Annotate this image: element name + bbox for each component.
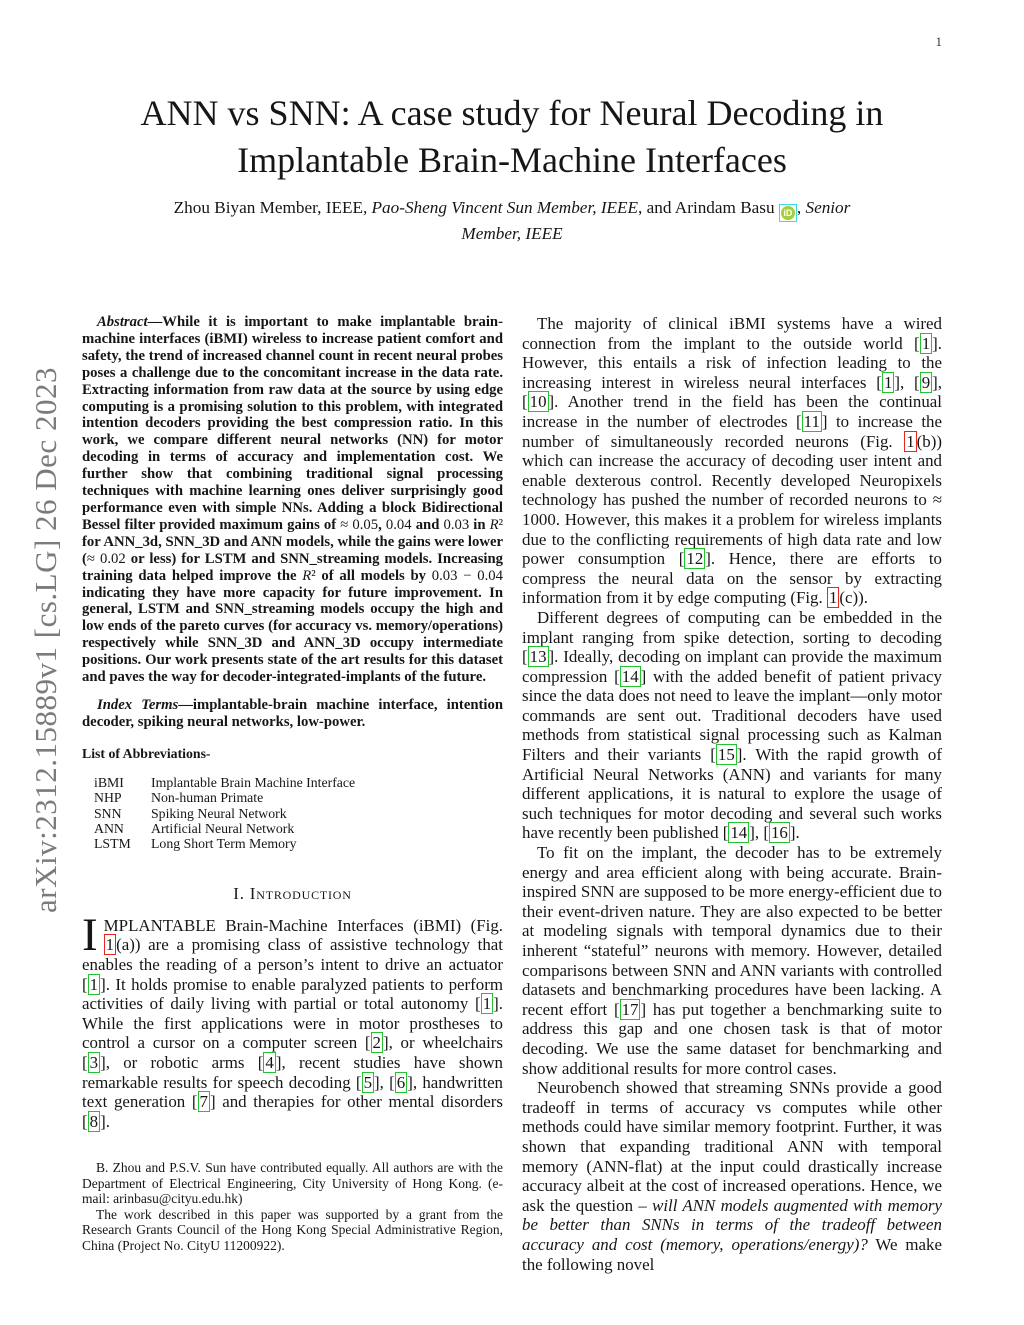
author-line-1: Zhou Biyan Member, IEEE, Pao-Sheng Vincent Sun Member, IEEE, and Arindam Basu iD , Senior (112, 196, 912, 222)
abbreviation-row (82, 836, 503, 851)
footnote-block (82, 1160, 503, 1253)
citation-link[interactable]: 8 (89, 1111, 99, 1131)
body-paragraph: Neurobench showed that streaming SNNs provide a good tradeoff in terms of accuracy vs computes while other methods could have similar memory footprint. Further, it was shown that expanding traditional ANN with temporal memory (ANN-flat) at the input could drastically increase accuracy albeit at the cost of increased operations. Hence, we ask the question – will ANN models augmented with memory be better than SNNs in terms of the tradeoff between accuracy and cost (memory, operations/energy)? We make the following novel (522, 1078, 942, 1274)
abbrev-definition: Implantable Brain Machine Interface (151, 774, 356, 790)
intro-paragraph (82, 908, 504, 1132)
abbreviations-title: List of Abbreviations- (82, 745, 211, 761)
math-expression: R² (489, 516, 504, 533)
abstract: Abstract—While it is important to make implantable brain-machine interfaces (iBMI) wireless to increase patient comfort and safety, the trend of increased channel count in recent neural probes poses a challenge due to the concomitant increase in the data rate. Extracting information from raw data at the source by using edge computing is a promising solution to this problem, with integrated intention decoders providing the best compression ratio. In this work, we compare different neural networks (NN) for motor decoding in terms of accuracy and implementation cost. We further show that combining traditional signal processing techniques with machine learning ones deliver surprisingly good performance even with simple NNs. Adding a block Bidirectional Bessel filter provided maximum gains of ≈ 0.05, 0.04 and 0.03 in R² for ANN_3d, SNN_3D and ANN models, while the gains were lower (≈ 0.02 or less) for LSTM and SNN_streaming models. Increasing training data helped improve the R² of all models by 0.03 − 0.04 indicating they have more capacity for future improvement. In general, LSTM and SNN_streaming models occupy the high and low ends of the pareto curves (for accuracy vs. memory/operations) respectively while SNN_3D and ANN_3D occupy intermediate positions. Our work presents state of the art results for this dataset and paves the way for decoder-integrated-implants of the future. (82, 314, 504, 686)
body-paragraph: To fit on the implant, the decoder has to be extremely energy and area efficient along with being accurate. Brain-inspired SNN are supposed to be more energy-efficient due to their event-driven nature. They are also expected to be better at modeling signals with temporal dynamics due to their inherent “stateful” neurons with memory. However, detailed comparisons between SNN and ANN variants with controlled datasets and benchmarking procedures have been lacking. A recent effort [ 17 ] has put together a benchmarking suite to address this gap and one chosen task is that of motor decoding. We use the same dataset for benchmarking and show additional results for more control cases. (522, 843, 942, 1078)
body-paragraph: The majority of clinical iBMI systems have a wired connection from the implant to the outside world [ 1 ]. However, this entails a risk of infection leading to the increasing interest in wireless neural interfaces [ 1 ], [ 9 ], [ 10 ]. Another trend in the field has been the continual increase in the number of electrodes [ 11 ] to increase the number of simultaneously recorded neurons (Fig. 1 (b)) which can increase the accuracy of decoding user intent and enable dexterous control. Recently developed Neuropixels technology has pushed the number of recorded neurons to ≈ 1000. However, this makes it a problem for wireless implants due to the conflicting requirements of high data rate and low power consumption [ 12 ]. Hence, there are efforts to compress the neural data on the sensor by extracting information from it by edge computing (Fig. 1 (c)). (522, 314, 942, 608)
abbreviation-row (82, 806, 503, 821)
citation-link[interactable]: 4 (265, 1052, 274, 1072)
math-expression: 0.03 − 0.04 (431, 567, 503, 584)
abbrev-term: iBMI (94, 774, 124, 790)
footnote-contribution: B. Zhou and P.S.V. Sun have contributed equally. All authors are with the Department of Electrical Engineering, City University of Hong Kong. (e-mail: arinbasu@cityu.edu.hk) (82, 1160, 503, 1206)
citation-link[interactable]: 1 (883, 372, 893, 392)
math-expression: ≈ 0.05 (340, 516, 379, 533)
math-expression: 0.04 (385, 516, 412, 533)
math-expression: ≈ 0.02 (86, 550, 126, 567)
title-block (0, 90, 1024, 184)
figure-link[interactable]: 1 (906, 431, 915, 451)
citation-link[interactable]: 1 (482, 994, 492, 1014)
orcid-icon[interactable] (779, 204, 797, 222)
section-heading-introduction: I. Introduction (233, 883, 352, 903)
dropcap-letter: I (82, 908, 98, 961)
citation-link[interactable]: 2 (372, 1033, 381, 1053)
citation-link[interactable]: 13 (529, 647, 547, 667)
author-line-2: Member, IEEE (461, 224, 563, 243)
page-number: 1 (935, 34, 942, 49)
citation-link[interactable]: 3 (89, 1052, 99, 1072)
abbrev-term: LSTM (94, 836, 131, 852)
paper-title-line-2: Implantable Brain-Machine Interfaces (237, 140, 787, 180)
citation-link[interactable]: 9 (921, 372, 931, 392)
citation-link[interactable]: 5 (363, 1072, 373, 1092)
abbrev-term: SNN (94, 805, 122, 821)
citation-link[interactable]: 1 (921, 333, 931, 353)
abbreviation-row (82, 790, 503, 805)
citation-link[interactable]: 1 (89, 974, 99, 994)
intro-paragraph-text: MPLANTABLE Brain-Machine Interfaces (iBMI) (Fig. 1 (a)) are a promising class of assistive technology that enables the reading of a person’s intent to drive an actuator [ 1 ]. It holds promise to enable paralyzed patients to perform activities of daily living with partial or total autonomy [ 1 ]. While the first applications were in motor prostheses to control a cursor on a computer screen [ 2 ], or wheelchairs [ 3 ], or robotic arms [ 4 ], recent studies have shown remarkable results for speech decoding [ 5 ], [ 6 ], handwritten text generation [ 7 ] and therapies for other mental disorders [ 8 ]. (82, 915, 504, 1131)
abbrev-term: ANN (94, 820, 124, 836)
paper-title-line-1: ANN vs SNN: A case study for Neural Decoding in (140, 93, 884, 133)
math-expression: 0.03 (443, 516, 470, 533)
abbrev-definition: Artificial Neural Network (151, 820, 295, 836)
citation-link[interactable]: 6 (396, 1072, 406, 1092)
abbreviation-row (82, 821, 503, 836)
citation-link[interactable]: 11 (803, 411, 820, 431)
arxiv-watermark: arXiv:2312.15889v1 [cs.LG] 26 Dec 2023 (28, 367, 63, 913)
abbreviations-list (82, 775, 503, 852)
footnote-funding: The work described in this paper was supported by a grant from the Research Grants Council of the Hong Kong Special Administrative Region, China (Project No. CityU 11200922). (82, 1206, 503, 1253)
index-terms: Index Terms—implantable-brain machine interface, intention decoder, spiking neural networks, low-power. (82, 696, 503, 730)
math-expression: ≈ 1000 (522, 490, 942, 529)
math-expression: R² (302, 567, 316, 584)
abbrev-definition: Spiking Neural Network (151, 805, 287, 821)
abbrev-definition: Long Short Term Memory (151, 836, 297, 852)
abbreviation-row (82, 775, 503, 790)
citation-link[interactable]: 14 (730, 823, 748, 843)
figure-link[interactable]: 1 (105, 935, 115, 955)
body-paragraph: Different degrees of computing can be embedded in the implant ranging from spike detection, sorting to decoding [ 13 ]. Ideally, decoding on implant can provide the maximum compression [ 14 ] with the added benefit of patient privacy since the data does not need to leave the implant—only motor commands are sent out. Traditional decoders have used methods from statistical signal processing such as Kalman Filters and their variants [ 15 ]. With the rapid growth of Artificial Neural Networks (ANN) and variants for many different applications, it is natural to explore the usage of such techniques for motor decoding and several such works have recently been published [ 14 ], [ 16 ]. (522, 607, 942, 843)
citation-link[interactable]: 14 (621, 666, 639, 686)
figure-link[interactable]: 1 (828, 588, 838, 608)
citation-link[interactable]: 7 (199, 1092, 208, 1112)
left-column (82, 314, 503, 1131)
abbrev-term: NHP (94, 790, 122, 806)
citation-link[interactable]: 12 (686, 549, 704, 569)
citation-link[interactable]: 15 (717, 745, 735, 765)
orcid-id-glyph: iD (781, 206, 795, 220)
abbrev-definition: Non-human Primate (151, 790, 264, 806)
citation-link[interactable]: 16 (770, 823, 788, 843)
citation-link[interactable]: 10 (529, 392, 547, 412)
author-block (112, 196, 912, 245)
citation-link[interactable]: 17 (621, 999, 639, 1019)
right-column (522, 314, 942, 1274)
